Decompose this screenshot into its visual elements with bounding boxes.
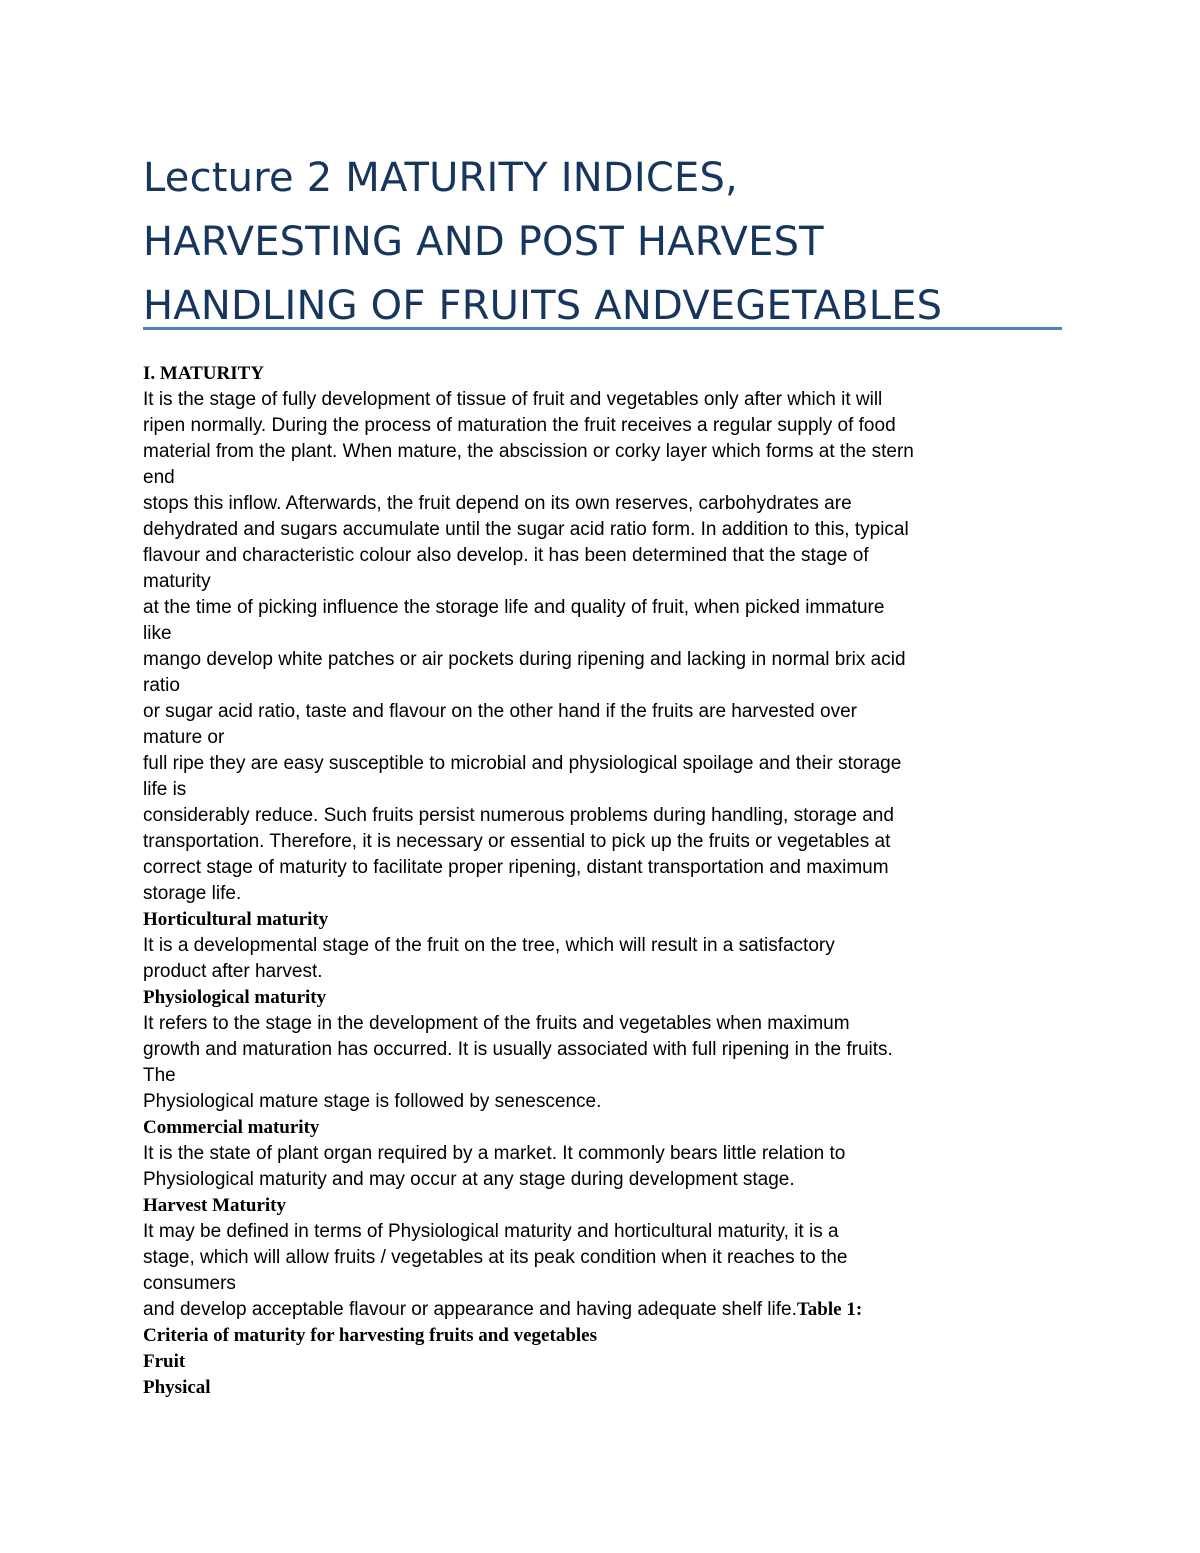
paragraph-line: stage, which will allow fruits / vegetables at its peak condition when it reaches to the [143,1247,848,1268]
section-heading-horticultural-maturity: Horticultural maturity [143,909,329,930]
title-underline-divider [143,327,1062,330]
paragraph-line: like [143,623,172,644]
paragraph-line: Physiological maturity and may occur at any stage during development stage. [143,1169,795,1190]
paragraph-line: transportation. Therefore, it is necessary or essential to pick up the fruits or vegetables at [143,831,891,852]
paragraph-line: flavour and characteristic colour also develop. it has been determined that the stage of [143,545,869,566]
table-caption: Criteria of maturity for harvesting fruits and vegetables [143,1325,597,1346]
paragraph-line-with-table-label [143,1297,1073,1323]
paragraph-line: maturity [143,571,211,592]
paragraph-line: end [143,467,175,488]
paragraph-line: stops this inflow. Afterwards, the fruit depend on its own reserves, carbohydrates are [143,493,852,514]
document-title [143,146,1103,338]
paragraph-line: mango develop white patches or air pockets during ripening and lacking in normal brix acid [143,649,906,670]
paragraph-line: It is the stage of fully development of tissue of fruit and vegetables only after which it will [143,389,883,410]
paragraph-line: The [143,1065,176,1086]
paragraph-line: or sugar acid ratio, taste and flavour on the other hand if the fruits are harvested over [143,701,857,722]
section-heading-commercial-maturity: Commercial maturity [143,1117,320,1138]
paragraph-line: material from the plant. When mature, the abscission or corky layer which forms at the stern [143,441,914,462]
title-line: HARVESTING AND POST HARVEST [143,219,824,265]
paragraph-line: considerably reduce. Such fruits persist numerous problems during handling, storage and [143,805,894,826]
paragraph-line: It is the state of plant organ required by a market. It commonly bears little relation to [143,1143,846,1164]
paragraph-line: It is a developmental stage of the fruit on the tree, which will result in a satisfactory [143,935,835,956]
paragraph-line: correct stage of maturity to facilitate proper ripening, distant transportation and maximum [143,857,889,878]
paragraph-line: at the time of picking influence the storage life and quality of fruit, when picked immature [143,597,885,618]
paragraph-line: It refers to the stage in the development of the fruits and vegetables when maximum [143,1013,850,1034]
title-line: HANDLING OF FRUITS ANDVEGETABLES [143,283,943,329]
section-heading-harvest-maturity: Harvest Maturity [143,1195,286,1216]
paragraph-line: It may be defined in terms of Physiological maturity and horticultural maturity, it is a [143,1221,839,1242]
paragraph-line: ripen normally. During the process of maturation the fruit receives a regular supply of food [143,415,896,436]
paragraph-line: Physiological mature stage is followed by senescence. [143,1091,602,1112]
paragraph-line-text: and develop acceptable flavour or appearance and having adequate shelf life. [143,1299,797,1320]
section-heading-maturity: I. MATURITY [143,363,265,384]
paragraph-line: product after harvest. [143,961,323,982]
paragraph-line: growth and maturation has occurred. It is usually associated with full ripening in the fruits. [143,1039,893,1060]
paragraph-line: storage life. [143,883,242,904]
paragraph-line: life is [143,779,187,800]
paragraph-line: consumers [143,1273,236,1294]
table-subheading-physical: Physical [143,1377,211,1398]
section-heading-physiological-maturity: Physiological maturity [143,987,327,1008]
paragraph-line: dehydrated and sugars accumulate until the sugar acid ratio form. In addition to this, typical [143,519,909,540]
title-line: Lecture 2 MATURITY INDICES, [143,155,738,201]
paragraph-line: ratio [143,675,180,696]
paragraph-line: mature or [143,727,225,748]
document-body [143,361,1073,1401]
table-subheading-fruit: Fruit [143,1351,186,1372]
paragraph-line: full ripe they are easy susceptible to microbial and physiological spoilage and their storage [143,753,902,774]
table-label: Table 1: [796,1299,863,1320]
